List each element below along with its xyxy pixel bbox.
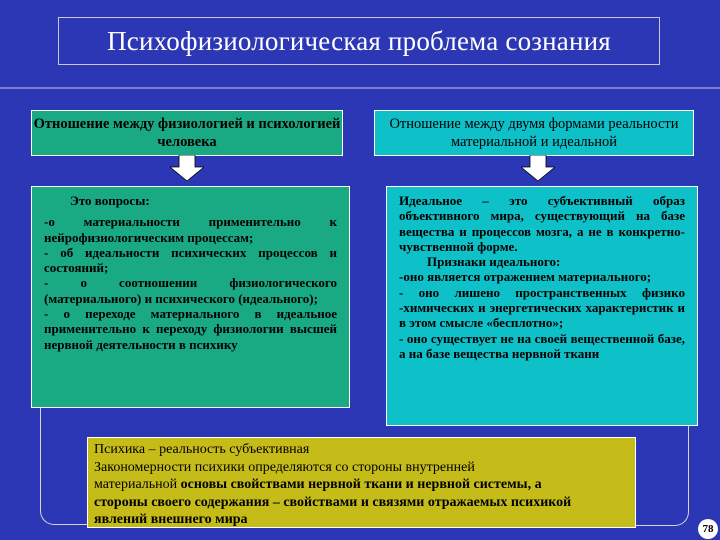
right-down-arrow-icon <box>521 155 555 181</box>
right-item: - оно лишено пространственных физико -химических и энергетических характеристик и в этом смысле «бесплотно»; <box>399 284 685 331</box>
page-number-badge <box>698 519 718 539</box>
bottom-line-3b: основы свойствами нервной ткани и нервной системы, а <box>177 477 542 492</box>
left-body-box <box>31 186 350 408</box>
bottom-line-5: явлений внешнего мира <box>94 512 248 527</box>
page-number: 78 <box>702 523 714 535</box>
left-item: -о материальности применительно к нейрофизиологическим процессам; <box>44 214 337 245</box>
title-divider <box>0 87 720 89</box>
left-heading: Отношение между физиологией и психологией человека <box>33 116 341 150</box>
bottom-line-4: стороны своего содержания – свойствами и связями отражаемых психикой <box>94 494 572 510</box>
right-heading-box <box>374 110 694 156</box>
left-item: - о переходе материального в идеальное применительно к переходу физиологии высшей нервной деятельности в психику <box>44 306 337 352</box>
left-item: - об идеальности психических процессов и состояний; <box>44 244 337 276</box>
slide-title: Психофизиологическая проблема сознания <box>107 25 611 56</box>
right-item: - оно существует не на своей вещественной базе, а на базе вещества нервной ткани <box>399 330 685 361</box>
right-signs-title: Признаки идеального: <box>427 254 561 270</box>
left-item: - о соотношении физиологического (материального) и психического (идеального); <box>44 275 337 306</box>
bottom-summary-box <box>87 437 636 528</box>
right-definition: Идеальное – это субъективный образ объективного мира, существующий на базе вещества и процессов мозга, а не в конкретно-чувственной форме. <box>399 193 685 254</box>
right-connector-line <box>634 426 689 526</box>
bottom-line-3 <box>94 476 629 494</box>
left-down-arrow-icon <box>170 155 204 181</box>
left-heading-box <box>31 110 343 156</box>
left-intro: Это вопросы: <box>70 193 150 208</box>
slide-title-box <box>58 17 660 65</box>
right-body-box <box>386 186 698 426</box>
bottom-line-2: Закономерности психики определяются со стороны внутренней <box>94 459 475 475</box>
right-heading: Отношение между двумя формами реальности материальной и идеальной <box>389 116 679 150</box>
right-item: -оно является отражением материального; <box>399 269 652 285</box>
bottom-line-1: Психика – реальность субъективная <box>94 442 310 457</box>
bottom-line-3a: материальной <box>94 477 178 492</box>
